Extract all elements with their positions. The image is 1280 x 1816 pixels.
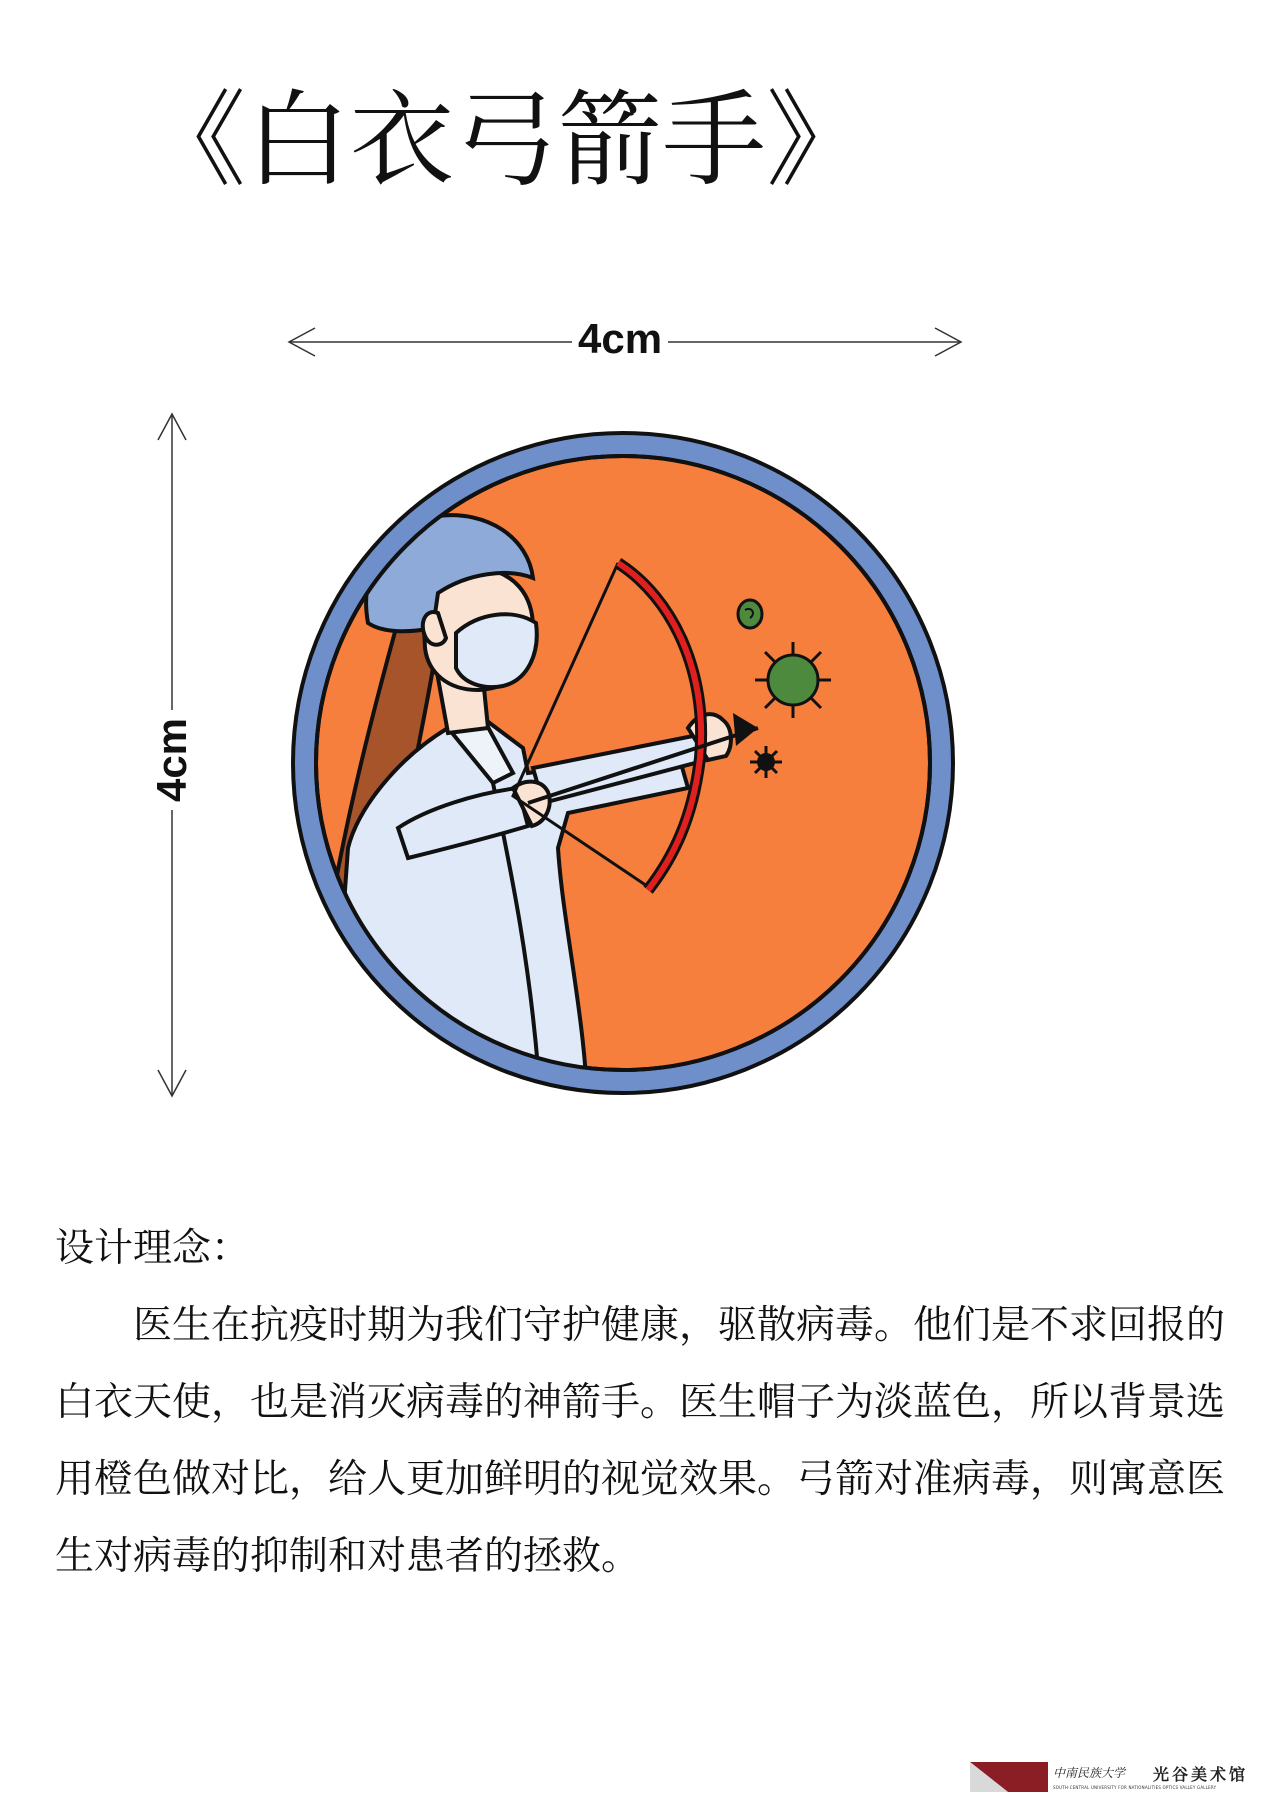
width-dimension-label: 4cm (572, 318, 668, 360)
gallery-logo-icon (970, 1762, 1048, 1792)
virus-large (755, 642, 831, 718)
height-dimension-label: 4cm (147, 710, 197, 810)
logo-english-name: SOUTH-CENTRAL UNIVERSITY FOR NATIONALITIES OPTICS VALLEY GALLERY (1053, 1785, 1217, 1790)
virus-small (738, 600, 762, 628)
logo-school-name: 中南民族大学 (1053, 1766, 1126, 1780)
concept-heading: 设计理念： (55, 1226, 251, 1271)
concept-body: 医生在抗疫时期为我们守护健康，驱散病毒。他们是不求回报的白衣天使，也是消灭病毒的神箭手。医生帽子为淡蓝色，所以背景选用橙色做对比，给人更加鲜明的视觉效果。弓箭对准病毒，则寓意医生对病毒的抑制和对患者的拯救。 (55, 1303, 1226, 1579)
gallery-logo (970, 1760, 1270, 1800)
page-title: 《白衣弓箭手》 (142, 79, 871, 201)
doctor-archer-badge-icon (288, 428, 958, 1098)
logo-gallery-name: 光谷美术馆 (1153, 1765, 1249, 1784)
design-concept (55, 1210, 1255, 1595)
